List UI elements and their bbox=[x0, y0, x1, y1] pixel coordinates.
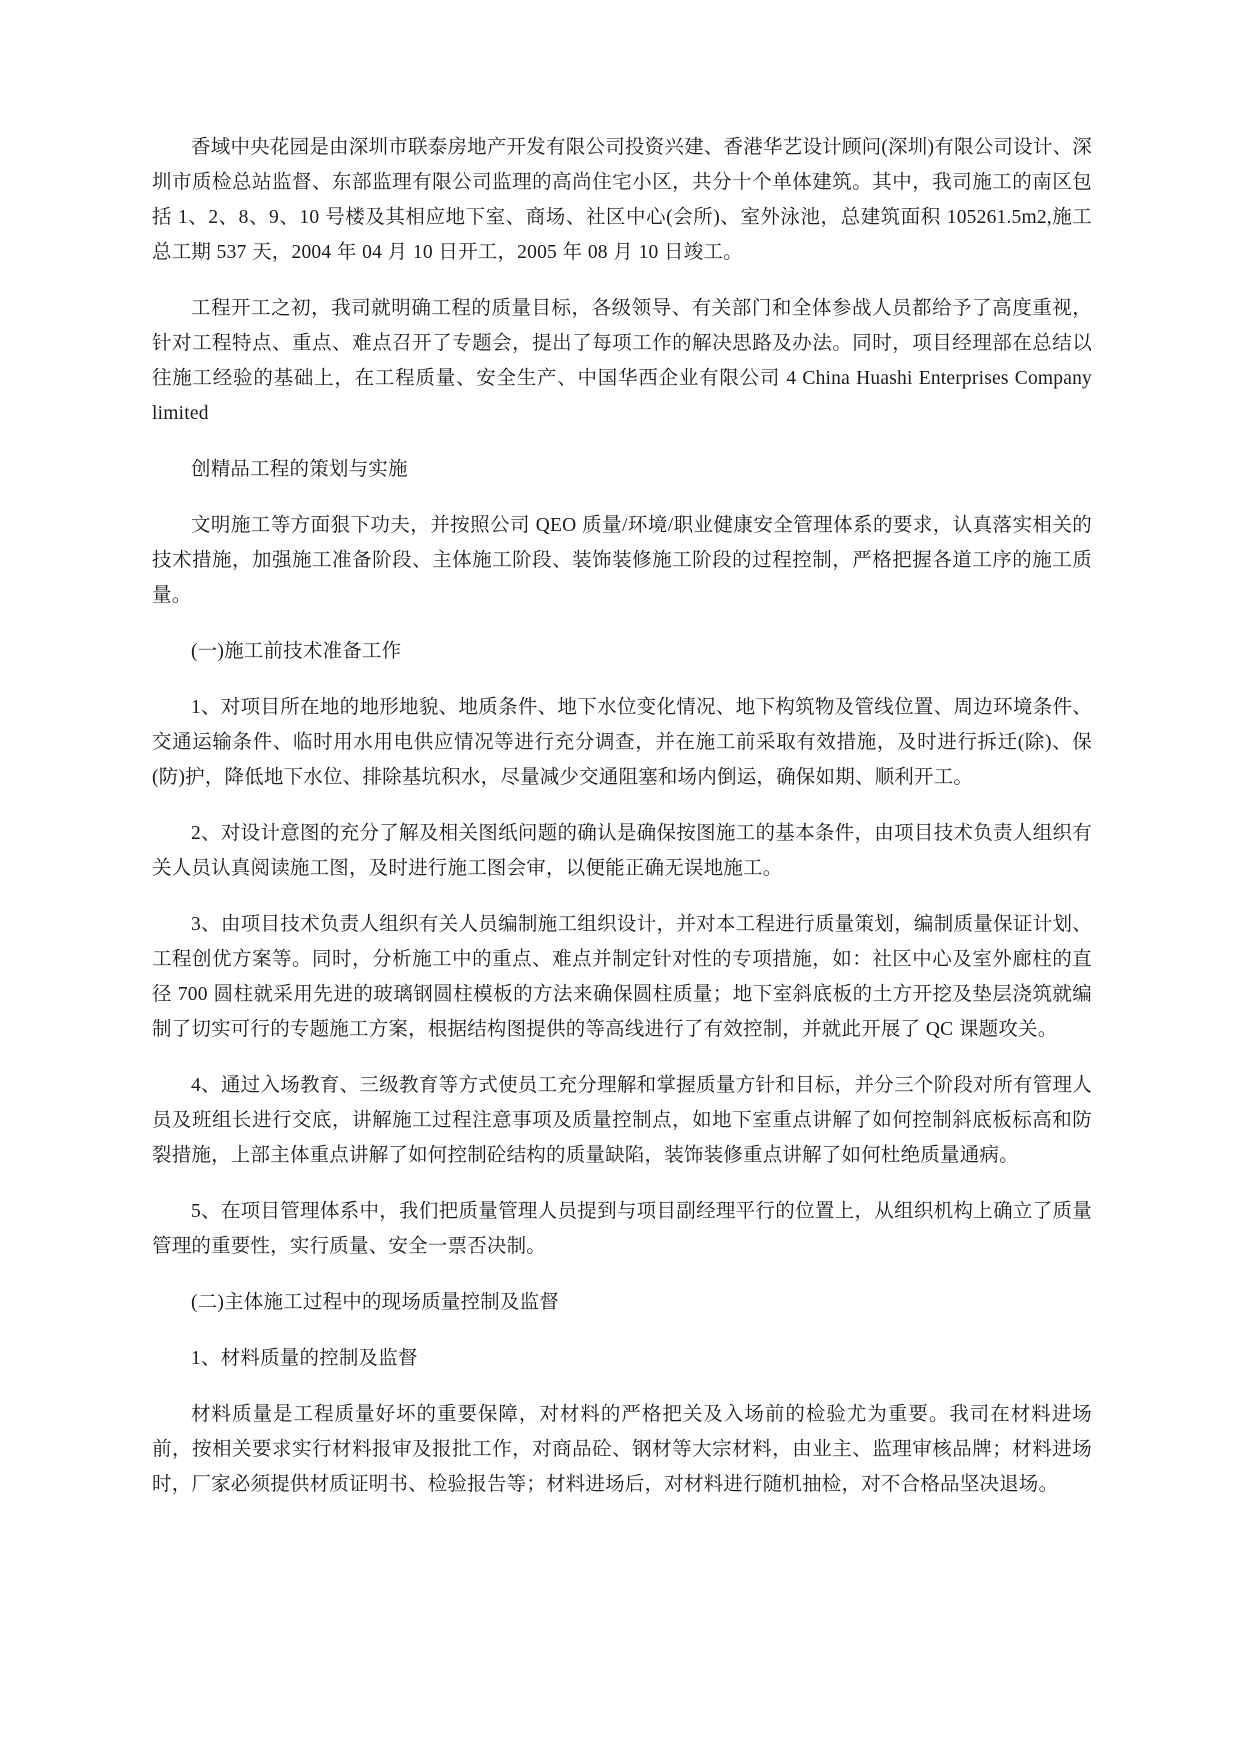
paragraph-4: 文明施工等方面狠下功夫，并按照公司 QEO 质量/环境/职业健康安全管理体系的要求，认真落实相关的技术措施，加强施工准备阶段、主体施工阶段、装饰装修施工阶段的过程控制，严格把握各道工序的施工质量。 bbox=[152, 515, 1092, 606]
paragraph-3: 创精品工程的策划与实施 bbox=[191, 459, 408, 480]
paragraph-8: 3、由项目技术负责人组织有关人员编制施工组织设计，并对本工程进行质量策划，编制质量保证计划、工程创优方案等。同时，分析施工中的重点、难点并制定针对性的专项措施，如：社区中心及室外廊柱的直径 700 圆柱就采用先进的玻璃钢圆柱模板的方法来确保圆柱质量；地下室斜底板的土方开挖及垫层浇筑就编制了切实可行的专题施工方案，根据结构图提供的等高线进行了有效控制，并就此开展了 QC 课题攻关。 bbox=[152, 914, 1092, 1040]
paragraph-9: 4、通过入场教育、三级教育等方式使员工充分理解和掌握质量方针和目标，并分三个阶段对所有管理人员及班组长进行交底，讲解施工过程注意事项及质量控制点，如地下室重点讲解了如何控制斜底板标高和防裂措施，上部主体重点讲解了如何控制砼结构的质量缺陷，装饰装修重点讲解了如何杜绝质量通病。 bbox=[152, 1075, 1092, 1166]
paragraph-2: 工程开工之初，我司就明确工程的质量目标，各级领导、有关部门和全体参战人员都给予了高度重视，针对工程特点、重点、难点召开了专题会，提出了每项工作的解决思路及办法。同时，项目经理部在总结以往施工经验的基础上，在工程质量、安全生产、中国华西企业有限公司 4 China Huashi Enterprises Company limited bbox=[152, 298, 1092, 424]
paragraph-1: 香域中央花园是由深圳市联泰房地产开发有限公司投资兴建、香港华艺设计顾问(深圳)有限公司设计、深圳市质检总站监督、东部监理有限公司监理的高尚住宅小区，共分十个单体建筑。其中，我司施工的南区包括 1、2、8、9、10 号楼及其相应地下室、商场、社区中心(会所)、室外泳池，总建筑面积 105261.5m2,施工总工期 537 天，2004 年 04 月 10 日开工，2005 年 08 月 10 日竣工。 bbox=[152, 137, 1092, 263]
paragraph-10: 5、在项目管理体系中，我们把质量管理人员提到与项目副经理平行的位置上，从组织机构上确立了质量管理的重要性，实行质量、安全一票否决制。 bbox=[152, 1201, 1092, 1257]
paragraph-7: 2、对设计意图的充分了解及相关图纸问题的确认是确保按图施工的基本条件，由项目技术负责人组织有关人员认真阅读施工图，及时进行施工图会审，以便能正确无误地施工。 bbox=[152, 823, 1092, 879]
paragraph-13: 材料质量是工程质量好坏的重要保障，对材料的严格把关及入场前的检验尤为重要。我司在材料进场前，按相关要求实行材料报审及报批工作，对商品砼、钢材等大宗材料，由业主、监理审核品牌；材料进场时，厂家必须提供材质证明书、检验报告等；材料进场后，对材料进行随机抽检，对不合格品坚决退场。 bbox=[152, 1404, 1092, 1495]
paragraph-11: (二)主体施工过程中的现场质量控制及监督 bbox=[191, 1292, 559, 1313]
paragraph-5: (一)施工前技术准备工作 bbox=[191, 641, 402, 662]
paragraph-12: 1、材料质量的控制及监督 bbox=[191, 1348, 418, 1369]
paragraph-6: 1、对项目所在地的地形地貌、地质条件、地下水位变化情况、地下构筑物及管线位置、周边环境条件、交通运输条件、临时用水用电供应情况等进行充分调查，并在施工前采取有效措施，及时进行拆迁(除)、保(防)护，降低地下水位、排除基坑积水，尽量减少交通阻塞和场内倒运，确保如期、顺利开工。 bbox=[152, 697, 1092, 788]
document-body bbox=[152, 130, 1092, 1502]
